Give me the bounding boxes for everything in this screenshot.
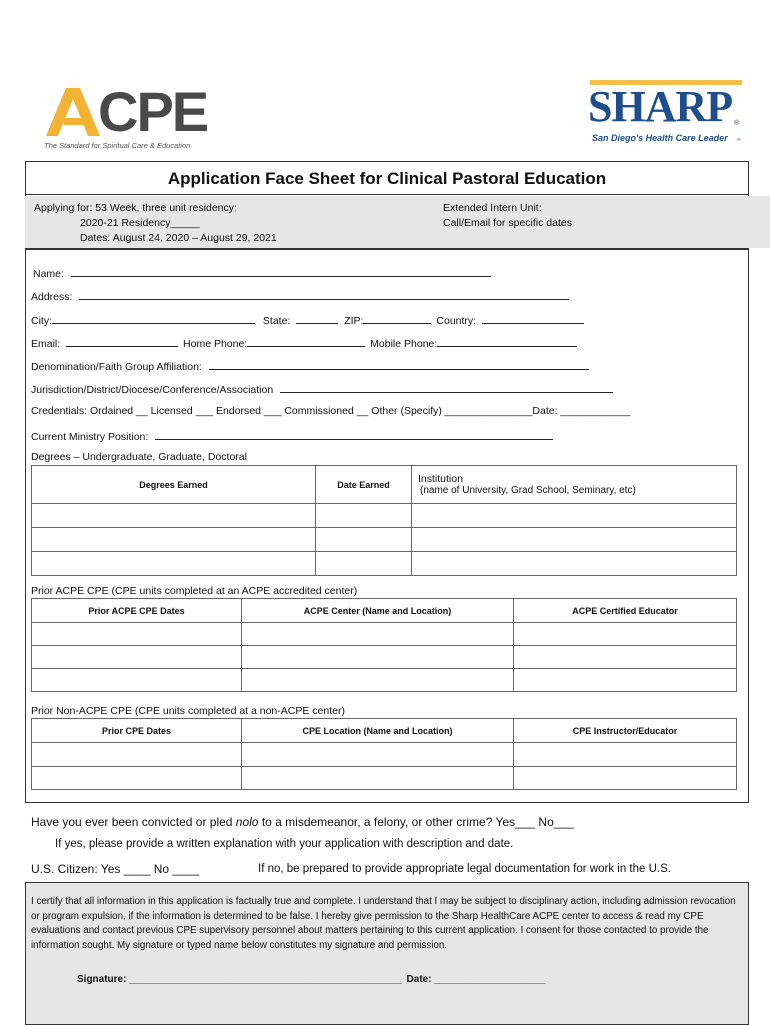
- applying-line2: 2020-21 Residency_____: [80, 217, 200, 229]
- conviction-question-a: Have you ever been convicted or pled: [31, 815, 236, 829]
- table-cell[interactable]: [514, 669, 737, 692]
- certify-text: I certify that all information in this application is factually true and complete. I understand that I may be subject to disciplinary action, including admission revocation or program expulsion, if the information is determined to be false. I hereby give permission to the Sharp HealthCare ACPE center to access & read my CPE evaluations and contact previous CPE supervisory personnel about matters pertaining to this current application. I consent for those contacted to provide the information sought. My signature or typed name below constitutes my signature and permission.: [31, 896, 736, 951]
- table-cell[interactable]: [32, 767, 242, 790]
- table-cell[interactable]: [514, 646, 737, 669]
- email-label: Email:: [31, 338, 61, 350]
- table-cell[interactable]: [412, 504, 737, 528]
- conviction-question-b: to a misdemeanor, a felony, or other crime? Yes___ No___: [258, 815, 574, 829]
- sharp-tm-mark: ™: [736, 138, 741, 144]
- jurisdiction-label: Jurisdiction/District/Diocese/Conference/Association: [31, 384, 274, 396]
- signature-label: Signature:: [77, 974, 130, 985]
- state-label: State:: [262, 315, 291, 327]
- sharp-logo: [588, 80, 748, 150]
- table-cell[interactable]: [412, 552, 737, 576]
- institution-title: Institution: [418, 473, 463, 485]
- extended-intern-note: Call/Email for specific dates: [443, 217, 572, 229]
- date-label: Date:: [406, 974, 435, 985]
- ministry-label: Current Ministry Position:: [31, 431, 149, 443]
- sharp-tagline: San Diego's Health Care Leader: [592, 133, 728, 143]
- table-cell[interactable]: [32, 552, 316, 576]
- email-field[interactable]: [66, 335, 178, 347]
- table-row: [32, 646, 737, 669]
- table-cell[interactable]: [32, 504, 316, 528]
- table-cell[interactable]: [412, 528, 737, 552]
- table-row: [32, 767, 737, 790]
- degrees-col-degrees: Degrees Earned: [32, 466, 316, 504]
- acpe-logo-text: CPE: [98, 80, 208, 143]
- denomination-label: Denomination/Faith Group Affiliation:: [31, 361, 202, 373]
- sharp-reg-mark: ®: [734, 120, 740, 127]
- prior-non-acpe-table: [31, 718, 737, 790]
- address-field[interactable]: [79, 288, 569, 300]
- table-cell[interactable]: [32, 743, 242, 767]
- table-row: [32, 669, 737, 692]
- table-cell[interactable]: [316, 504, 412, 528]
- acpe-tagline: The Standard for Spiritual Care & Education: [44, 141, 191, 150]
- credentials-row[interactable]: Credentials: Ordained __ Licensed ___ Endorsed ___ Commissioned __ Other (Specify) _______________Date: ____________: [31, 405, 631, 417]
- home-phone-label: Home Phone:: [183, 338, 248, 350]
- conviction-explain: If yes, please provide a written explanation with your application with description and date.: [55, 838, 514, 850]
- table-row: [32, 552, 737, 576]
- table-cell[interactable]: [32, 646, 242, 669]
- ministry-field[interactable]: [155, 428, 553, 440]
- signature-row: [77, 974, 546, 985]
- table-cell[interactable]: [32, 669, 242, 692]
- state-field[interactable]: [296, 312, 338, 324]
- name-field[interactable]: [71, 265, 491, 277]
- prior-acpe-col-dates: Prior ACPE CPE Dates: [32, 599, 242, 623]
- jurisdiction-field[interactable]: [280, 381, 613, 393]
- city-label: City:: [31, 315, 52, 327]
- city-row: [31, 312, 584, 327]
- prior-acpe-heading: Prior ACPE CPE (CPE units completed at an ACPE accredited center): [31, 585, 358, 597]
- degrees-table: [31, 465, 737, 576]
- zip-label: ZIP:: [344, 315, 364, 327]
- contact-row: [31, 335, 577, 350]
- home-phone-field[interactable]: [247, 335, 365, 347]
- degrees-col-institution: [412, 466, 737, 504]
- name-row: [33, 265, 491, 280]
- conviction-question[interactable]: [31, 815, 574, 829]
- degrees-col-date: Date Earned: [316, 466, 412, 504]
- prior-acpe-table: [31, 598, 737, 692]
- citizen-note: If no, be prepared to provide appropriate legal documentation for work in the U.S.: [258, 863, 671, 875]
- prior-acpe-col-educator: ACPE Certified Educator: [514, 599, 737, 623]
- table-row: [32, 504, 737, 528]
- prior-non-acpe-col-location: CPE Location (Name and Location): [242, 719, 514, 743]
- table-row: [32, 743, 737, 767]
- denomination-row: [31, 358, 589, 373]
- address-label: Address:: [31, 291, 73, 303]
- applying-line1: Applying for: 53 Week, three unit residency:: [34, 202, 237, 214]
- table-row: [32, 623, 737, 646]
- table-cell[interactable]: [242, 669, 514, 692]
- table-row: [32, 528, 737, 552]
- table-cell[interactable]: [242, 646, 514, 669]
- table-cell[interactable]: [514, 623, 737, 646]
- prior-non-acpe-col-instructor: CPE Instructor/Educator: [514, 719, 737, 743]
- table-cell[interactable]: [316, 552, 412, 576]
- degrees-heading: Degrees – Undergraduate, Graduate, Doctoral: [31, 451, 247, 463]
- city-field[interactable]: [52, 312, 255, 324]
- mobile-phone-field[interactable]: [437, 335, 577, 347]
- title-divider: [25, 194, 749, 195]
- country-field[interactable]: [482, 312, 584, 324]
- conviction-nolo: nolo: [235, 815, 259, 829]
- table-cell[interactable]: [242, 623, 514, 646]
- name-label: Name:: [33, 268, 64, 280]
- date-field[interactable]: ____________________: [434, 974, 546, 985]
- country-label: Country:: [436, 315, 477, 327]
- table-cell[interactable]: [242, 767, 514, 790]
- institution-subtitle: (name of University, Grad School, Seminary, etc): [420, 485, 636, 496]
- table-cell[interactable]: [242, 743, 514, 767]
- denomination-field[interactable]: [209, 358, 589, 370]
- applying-line3: Dates: August 24, 2020 – August 29, 2021: [80, 232, 277, 244]
- table-cell[interactable]: [514, 767, 737, 790]
- prior-acpe-col-center: ACPE Center (Name and Location): [242, 599, 514, 623]
- table-cell[interactable]: [32, 623, 242, 646]
- prior-non-acpe-col-dates: Prior CPE Dates: [32, 719, 242, 743]
- table-cell[interactable]: [514, 743, 737, 767]
- extended-intern-label: Extended Intern Unit:: [443, 202, 542, 214]
- citizen-question[interactable]: U.S. Citizen: Yes ____ No ____: [31, 862, 200, 876]
- table-cell[interactable]: [316, 528, 412, 552]
- zip-field[interactable]: [363, 312, 431, 324]
- table-cell[interactable]: [32, 528, 316, 552]
- prior-non-acpe-heading: Prior Non-ACPE CPE (CPE units completed at a non-ACPE center): [31, 705, 345, 717]
- page-title: Application Face Sheet for Clinical Pastoral Education: [167, 169, 607, 188]
- ministry-row: [31, 428, 553, 443]
- acpe-logo: [44, 80, 219, 154]
- jurisdiction-row: [31, 381, 613, 396]
- signature-field[interactable]: _________________________________________________: [129, 974, 402, 985]
- address-row: [31, 288, 569, 303]
- mobile-phone-label: Mobile Phone:: [370, 338, 438, 350]
- sharp-logo-text: SHARP: [588, 82, 733, 131]
